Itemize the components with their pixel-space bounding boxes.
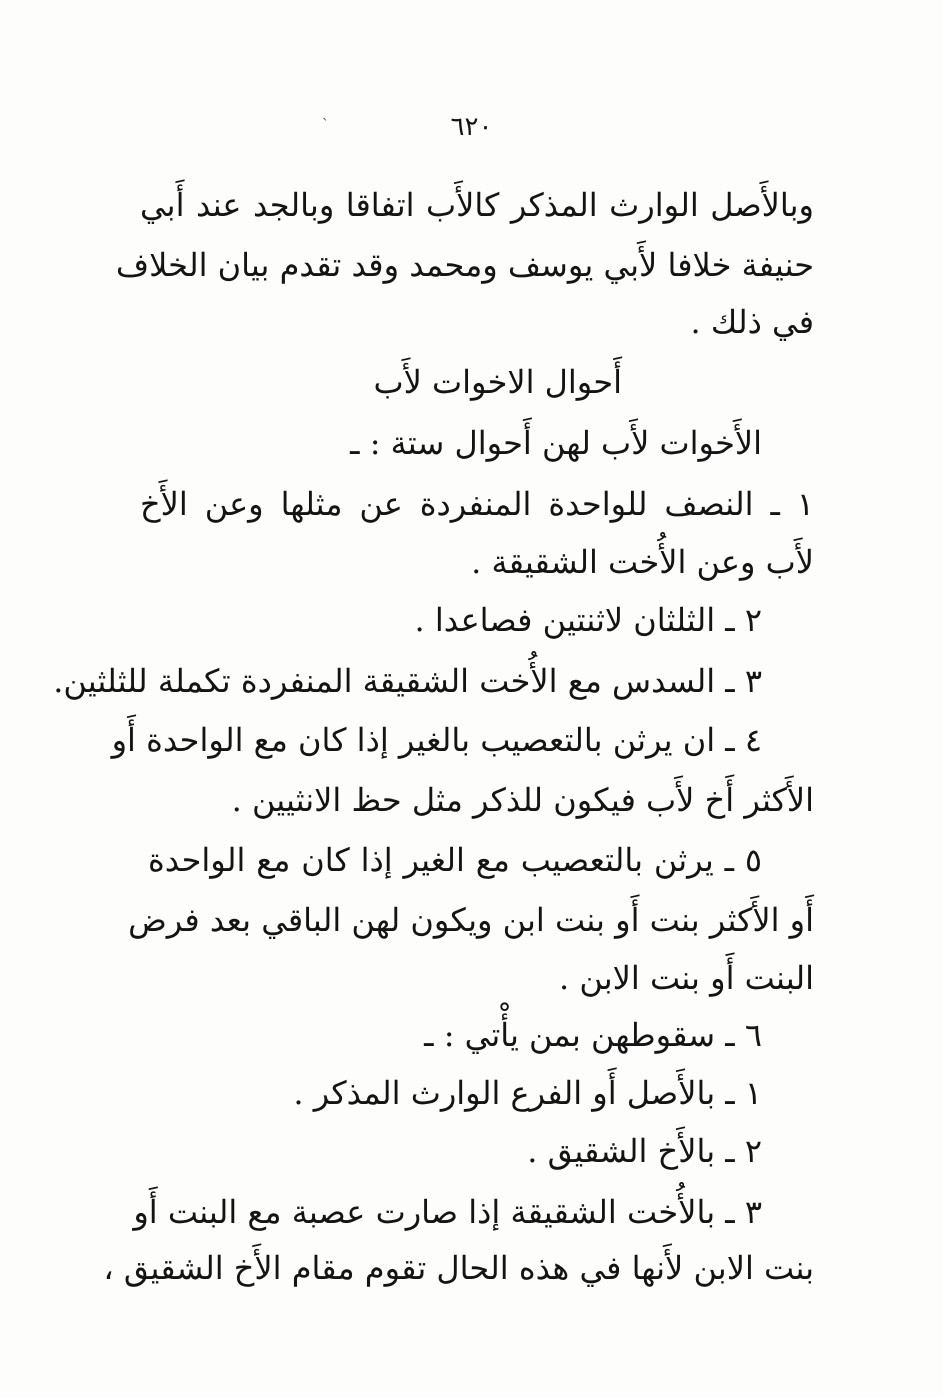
text-line: حنيفة خلافا لأَبي يوسف ومحمد وقد تقدم بيان الخلاف [115,246,814,284]
text-line: الأَكثر أَخ لأَب فيكون للذكر مثل حظ الانثيين . [231,781,814,819]
text-line: أَو الأَكثر بنت أَو بنت ابن ويكون لهن الباقي بعد فرض [128,901,814,939]
ink-speck: ` [322,117,329,133]
text-line: ٣ ـ بالأُخت الشقيقة إذا صارت عصبة مع البنت أَو [133,1193,762,1231]
section-heading: أَحوال الاخوات لأَب [373,363,622,401]
text-line: بنت الابن لأَنها في هذه الحال تقوم مقام الأَخ الشقيق ، [103,1249,814,1287]
text-line: البنت أَو بنت الابن . [559,959,814,997]
text-line: وبالأَصل الوارث المذكر كالأَب اتفاقا وبالجد عند أَبي [140,186,814,224]
text-line: ٣ ـ السدس مع الأُخت الشقيقة المنفردة تكملة للثلثين. [53,662,762,700]
text-line: ٥ ـ يرثن بالتعصيب مع الغير إذا كان مع الواحدة [148,841,763,879]
text-line: الأَخوات لأَب لهن أَحوال ستة : ـ [350,424,762,462]
text-line: ٢ ـ الثلثان لاثنتين فصاعدا . [414,601,762,639]
text-line: في ذلك . [690,303,814,341]
page-number: ٦٢٠ [450,112,493,142]
text-line: ٦ ـ سقوطهن بمن يأْتي : ـ [424,1016,762,1054]
text-line: لأَب وعن الأُخت الشقيقة . [471,543,814,581]
text-line: ١ ـ النصف للواحدة المنفردة عن مثلها وعن الأَخ [140,485,814,523]
text-line: ١ ـ بالأَصل أَو الفرع الوارث المذكر . [293,1074,762,1112]
text-line: ٢ ـ بالأَخ الشقيق . [527,1132,762,1170]
text-line: ٤ ـ ان يرثن بالتعصيب بالغير إذا كان مع الواحدة أَو [111,721,762,759]
